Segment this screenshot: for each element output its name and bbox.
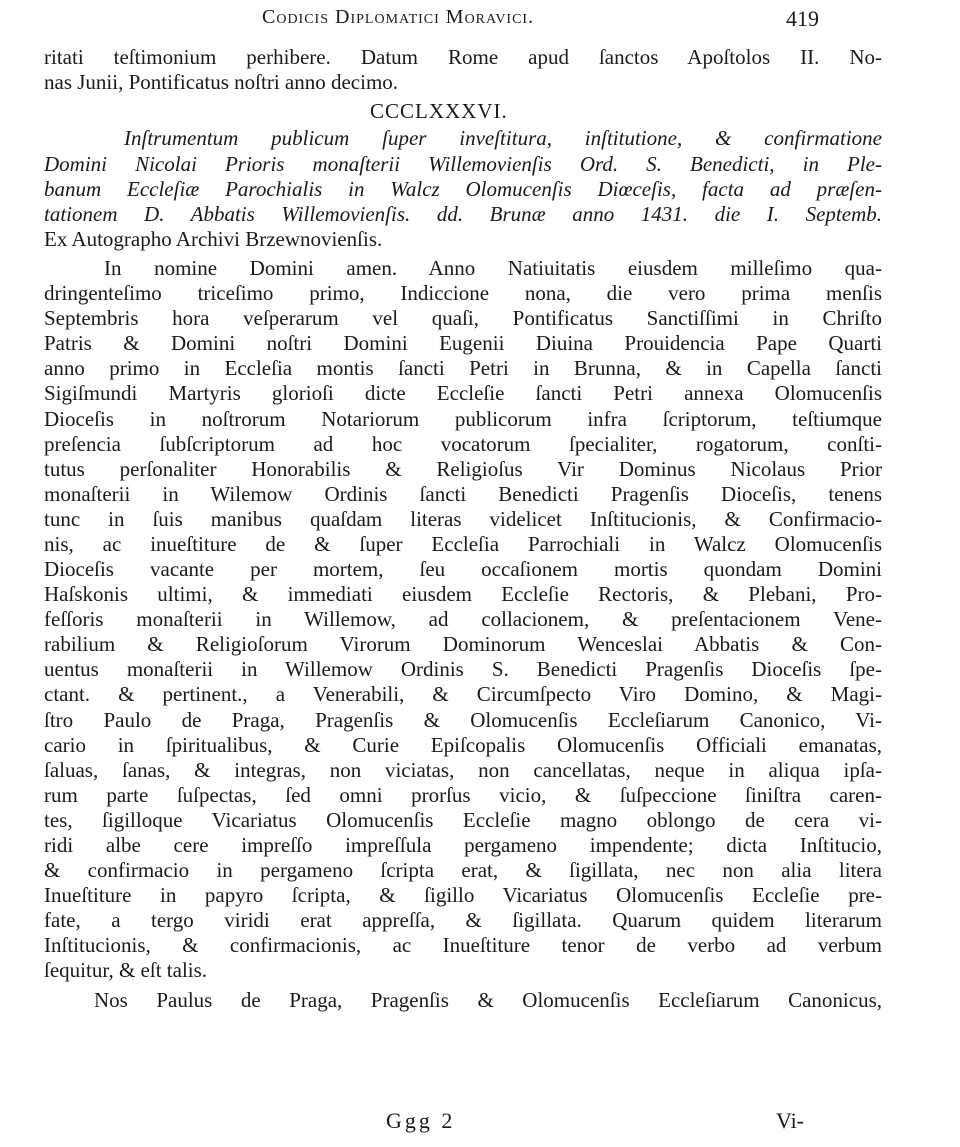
text-line: feſſoris monaſterii in Willemow, ad collacionem, & preſentacionem Vene- xyxy=(44,607,882,631)
text-line: cario in ſpiritualibus, & Curie Epiſcopalis Olomucenſis Officiali emanatas, xyxy=(44,733,882,757)
text-line: Patris & Domini noſtri Domini Eugenii Diuina Prouidencia Pape Quarti xyxy=(44,331,882,355)
text-line: nis, ac inueſtiture de & ſuper Eccleſia Parrochiali in Walcz Olomucenſis xyxy=(44,532,882,556)
text-line: Sigiſmundi Martyris glorioſi dicte Eccleſie ſancti Petri annexa Olomucenſis xyxy=(44,381,882,405)
text-line: monaſterii in Wilemow Ordinis ſancti Benedicti Pragenſis Dioceſis, tenens xyxy=(44,482,882,506)
text-line: In nomine Domini amen. Anno Natiuitatis eiusdem milleſimo qua- xyxy=(104,256,882,280)
text-line: Nos Paulus de Praga, Pragenſis & Olomucenſis Eccleſiarum Canonicus, xyxy=(94,988,882,1012)
text-line: Inſtitucionis, & confirmacionis, ac Inueſtiture tenor de verbo ad verbum xyxy=(44,933,882,957)
text-line: Inueſtiture in papyro ſcripta, & ſigillo Vicariatus Olomucenſis Eccleſie pre- xyxy=(44,883,882,907)
text-line: ſtro Paulo de Praga, Pragenſis & Olomucenſis Eccleſiarum Canonico, Vi- xyxy=(44,708,882,732)
text-line: ſaluas, ſanas, & integras, non viciatas, non cancellatas, neque in aliqua ipſa- xyxy=(44,758,882,782)
document-number: CCCLXXXVI. xyxy=(370,99,508,123)
text-line: & confirmacio in pergameno ſcripta erat, & ſigillata, nec non alia litera xyxy=(44,858,882,882)
page-number: 419 xyxy=(786,6,819,31)
text-line: ridi albe cere impreſſo impreſſula pergameno impendente; dicta Inſtitucio, xyxy=(44,833,882,857)
page-footer xyxy=(0,1108,960,1138)
text-line: uentus monaſterii in Willemow Ordinis S. Benedicti Pragenſis Dioceſis ſpe- xyxy=(44,657,882,681)
heading-line: Inſtrumentum publicum ſuper inveſtitura, inſtitutione, & confirmatione xyxy=(124,126,882,150)
text-line: nas Junii, Pontificatus noſtri anno decimo. xyxy=(44,70,399,94)
text-line: rum parte ſuſpectas, ſed omni prorſus vicio, & ſuſpeccione ſiniſtra caren- xyxy=(44,783,882,807)
text-line: fate, a tergo viridi erat appreſſa, & ſigillata. Quarum quidem literarum xyxy=(44,908,882,932)
text-line: Septembris hora veſperarum vel quaſi, Pontificatus Sanctiſſimi in Chriſto xyxy=(44,306,882,330)
signature-mark: Ggg 2 xyxy=(386,1108,456,1133)
text-line: tutus perſonaliter Honorabilis & Religioſus Vir Dominus Nicolaus Prior xyxy=(44,457,882,481)
heading-line: banum Eccleſiæ Parochialis in Walcz Olomucenſis Diœceſis, facta ad præſen- xyxy=(44,177,882,201)
text-line: anno primo in Eccleſia montis ſancti Petri in Brunna, & in Capella ſancti xyxy=(44,356,882,380)
catchword: Vi- xyxy=(776,1108,805,1133)
text-line: rabilium & Religioſorum Virorum Dominorum Wenceslai Abbatis & Con- xyxy=(44,632,882,656)
source-note: Ex Autographo Archivi Brzewnovienſis. xyxy=(44,227,383,251)
running-title: Codicis Diplomatici Moravici. xyxy=(262,6,535,28)
text-line: tes, ſigilloque Vicariatus Olomucenſis Eccleſie magno oblongo de cera vi- xyxy=(44,808,882,832)
text-line: ctant. & pertinent., a Venerabili, & Circumſpecto Viro Domino, & Magi- xyxy=(44,682,882,706)
text-line: ritati teſtimonium perhibere. Datum Rome apud ſanctos Apoſtolos II. No- xyxy=(44,45,882,69)
text-line: tunc in ſuis manibus quaſdam literas videlicet Inſtitucionis, & Confirmacio- xyxy=(44,507,882,531)
heading-line: tationem D. Abbatis Willemovienſis. dd. Brunæ anno 1431. die I. Septemb. xyxy=(44,202,882,226)
heading-line: Domini Nicolai Prioris monaſterii Willemovienſis Ord. S. Benedicti, in Ple- xyxy=(44,152,882,176)
text-line: ſequitur, & eſt talis. xyxy=(44,958,208,982)
text-line: Haſskonis ultimi, & immediati eiusdem Eccleſie Rectoris, & Plebani, Pro- xyxy=(44,582,882,606)
text-line: dringenteſimo triceſimo primo, Indiccione nona, die vero prima menſis xyxy=(44,281,882,305)
text-line: Dioceſis in noſtrorum Notariorum publicorum infra ſcriptorum, teſtiumque xyxy=(44,407,882,431)
text-line: preſencia ſubſcriptorum ad hoc vocatorum ſpecialiter, rogatorum, conſti- xyxy=(44,432,882,456)
text-line: Dioceſis vacante per mortem, ſeu occaſionem mortis quondam Domini xyxy=(44,557,882,581)
page-header xyxy=(0,4,960,34)
